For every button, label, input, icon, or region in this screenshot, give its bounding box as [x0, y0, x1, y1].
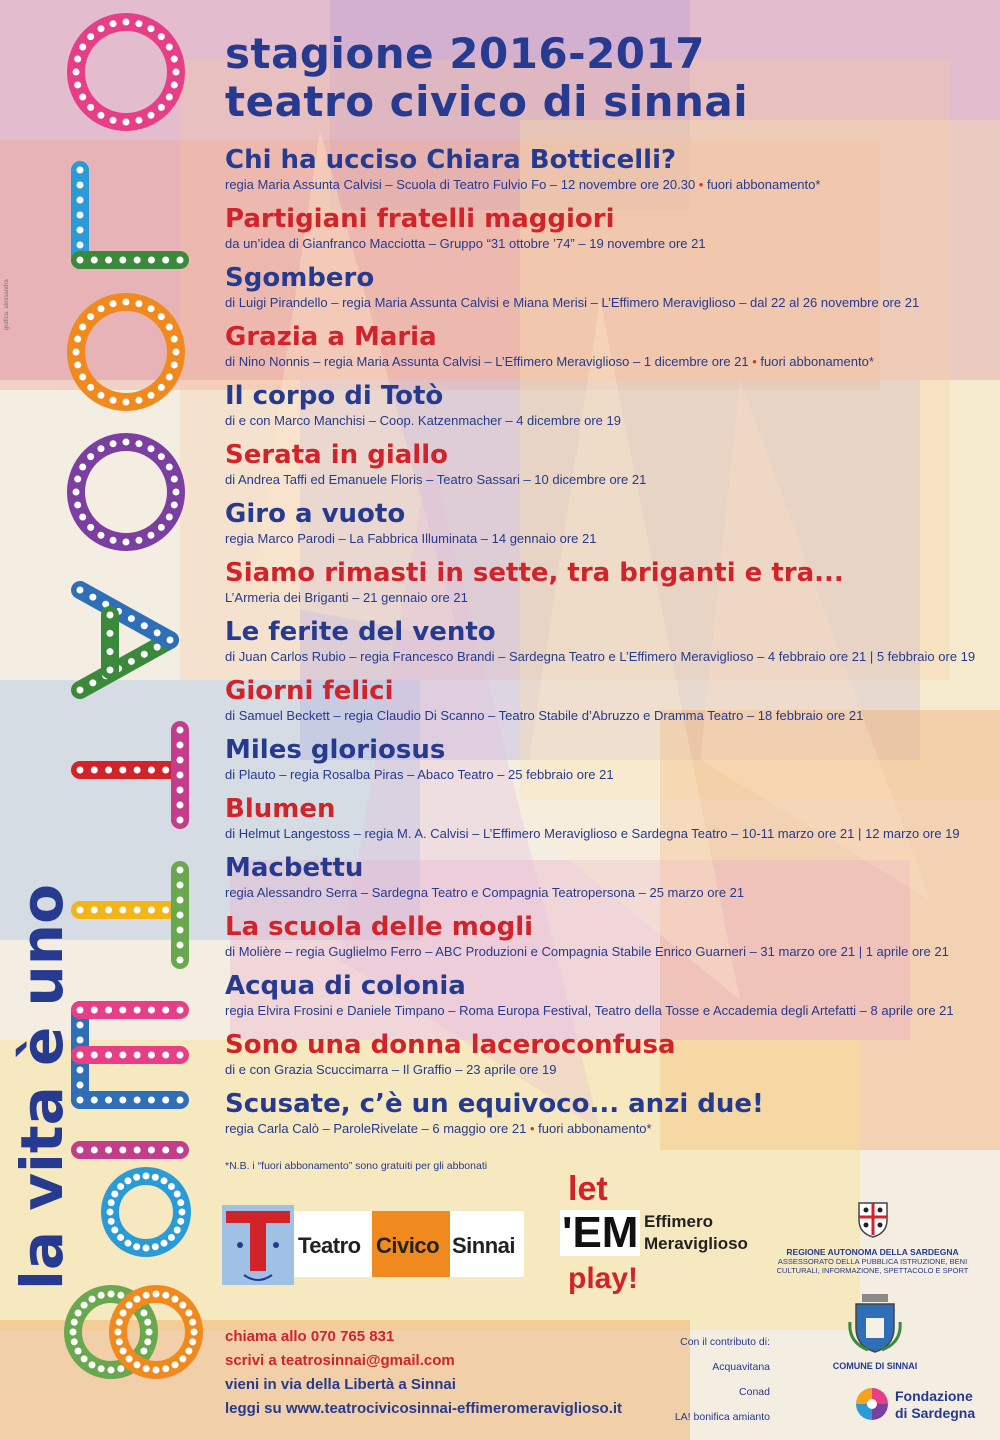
regione-sardegna: [770, 1200, 975, 1275]
event-details: [225, 766, 985, 783]
vertical-letter: [73, 19, 180, 126]
event-item: [225, 793, 985, 852]
event-details-text: L’Armeria dei Briganti – 21 gennaio ore 21: [225, 590, 468, 605]
event-details-text: regia Alessandro Serra – Sardegna Teatro e Compagnia Teatropersona – 25 marzo ore 21: [225, 885, 745, 900]
fondazione-title: [895, 1388, 975, 1422]
effimero-meraviglioso-logo: [560, 1170, 750, 1305]
logo-word-teatro: Teatro: [298, 1233, 361, 1258]
event-title: Scusate, c’è un equivoco... anzi due!: [225, 1089, 764, 1119]
theatre-title: teatro civico di sinnai: [225, 77, 749, 126]
event-item: [225, 262, 985, 321]
sponsor-item: Acquavitana: [712, 1361, 770, 1373]
contact-phone: chiama allo 070 765 831: [225, 1328, 395, 1345]
vertical-letter: [73, 439, 180, 546]
event-details: [225, 294, 985, 311]
event-details-text: di Andrea Taffi ed Emanuele Floris – Teatro Sassari – 10 dicembre ore 21: [225, 472, 647, 487]
event-details-text: di Helmut Langestoss – regia M. A. Calvisi – L’Effimero Meraviglioso e Sardegna Teatro – 10-11 marzo ore 21 | 12 marzo ore 19: [225, 826, 960, 841]
event-details: [225, 530, 985, 547]
event-details: [225, 471, 985, 488]
contacts: [225, 1325, 622, 1421]
comune-crest-icon: [848, 1292, 902, 1354]
event-details-text: di e con Marco Manchisi – Coop. Katzenmacher – 4 dicembre ore 19: [225, 413, 621, 428]
logo-let: let: [568, 1170, 608, 1208]
fondazione-di-sardegna: [855, 1385, 995, 1435]
regione-title: REGIONE AUTONOMA DELLA SARDEGNA: [786, 1247, 959, 1257]
event-item: [225, 734, 985, 793]
contact-website: leggi su www.teatrocivicosinnai-effimeromeraviglioso.it: [225, 1400, 623, 1417]
vertical-letter: [77, 1147, 186, 1252]
event-details-text: regia Marco Parodi – La Fabbrica Illuminata – 14 gennaio ore 21: [225, 531, 597, 546]
event-title: Sono una donna laceroconfusa: [225, 1030, 676, 1060]
sponsors-heading: Con il contributo di:: [680, 1336, 770, 1348]
vertical-letter: [77, 587, 174, 694]
event-title: Le ferite del vento: [225, 617, 496, 647]
design-credit: grafica: alessandra: [4, 279, 10, 330]
comune-title: COMUNE DI SINNAI: [832, 1361, 918, 1371]
event-details-text: da un’idea di Gianfranco Macciotta – Gruppo “31 ottobre ’74” – 19 novembre ore 21: [225, 236, 706, 251]
bullet-icon: •: [748, 354, 761, 369]
event-title: Acqua di colonia: [225, 971, 466, 1001]
logo-word-sinnai: Sinnai: [452, 1233, 516, 1258]
fondazione-logo-icon: [855, 1387, 889, 1421]
event-extra: fuori abbonamento*: [706, 177, 821, 192]
event-extra: fuori abbonamento*: [760, 354, 874, 369]
event-title: Giro a vuoto: [225, 499, 406, 529]
event-title: Il corpo di Totò: [225, 381, 444, 411]
event-details: [225, 589, 985, 606]
bullet-icon: •: [526, 1121, 539, 1136]
event-details-text: di Luigi Pirandello – regia Maria Assunta Calvisi e Miana Merisi – L’Effimero Meraviglioso – dal 22 al 26 novembre ore 21: [225, 295, 920, 310]
event-item: [225, 970, 985, 1029]
event-details-text: di Nino Nonnis – regia Maria Assunta Calvisi – L’Effimero Meraviglioso – 1 dicembre ore 21: [225, 354, 749, 369]
regione-subtitle: ASSESSORATO DELLA PUBBLICA ISTRUZIONE, BENI CULTURALI, INFORMAZIONE, SPETTACOLO E SPORT: [776, 1257, 969, 1275]
event-details: [225, 1002, 985, 1019]
sponsor-item: Conad: [739, 1386, 770, 1398]
event-details: [225, 825, 985, 842]
event-item: [225, 911, 985, 970]
event-item: [225, 439, 985, 498]
logo-play: play!: [568, 1262, 639, 1295]
logo-effimero: Effimero: [644, 1212, 713, 1231]
event-title: Serata in giallo: [225, 440, 448, 470]
logo-em: 'EM: [562, 1208, 639, 1257]
event-details: [225, 412, 985, 429]
vertical-letter: [77, 727, 184, 824]
event-details-text: di e con Grazia Scuccimarra – Il Graffio – 23 aprile ore 19: [225, 1062, 557, 1077]
vertical-letter: [73, 299, 180, 406]
sponsor-item: LA! bonifica amianto: [674, 1411, 770, 1423]
page-header: [225, 30, 748, 126]
logo-meraviglioso: Meraviglioso: [644, 1234, 748, 1253]
event-item: [225, 616, 985, 675]
event-details-text: di Plauto – regia Rosalba Piras – Abaco Teatro – 25 febbraio ore 21: [225, 767, 614, 782]
event-title: La scuola delle mogli: [225, 912, 534, 942]
event-title: Miles gloriosus: [225, 735, 446, 765]
event-details: [225, 1120, 985, 1137]
event-details-text: di Samuel Beckett – regia Claudio Di Scanno – Teatro Stabile d’Abruzzo e Dramma Teatro – 18 febbraio ore 21: [225, 708, 864, 723]
event-details: [225, 648, 985, 665]
season-title: stagione 2016-2017: [225, 29, 705, 78]
event-details: [225, 1061, 985, 1078]
event-title: Grazia a Maria: [225, 322, 437, 352]
event-details: [225, 943, 985, 960]
fondazione-line1: Fondazione: [895, 1388, 973, 1404]
event-details: [225, 235, 985, 252]
event-title: Sgombero: [225, 263, 375, 293]
subscription-note: *N.B. i “fuori abbonamento” sono gratuiti per gli abbonati: [225, 1160, 488, 1172]
event-details-text: di Molière – regia Guglielmo Ferro – ABC Produzioni e Compagnia Stabile Enrico Guarneri – 31 marzo ore 21 | 1 aprile ore 21: [225, 944, 949, 959]
event-item: [225, 1029, 985, 1088]
event-title: Blumen: [225, 794, 336, 824]
event-extra: fuori abbonamento*: [538, 1121, 652, 1136]
event-item: [225, 380, 985, 439]
event-title: Chi ha ucciso Chiara Botticelli?: [225, 145, 677, 175]
vertical-letter: [77, 167, 184, 264]
event-title: Giorni felici: [225, 676, 394, 706]
event-title: Siamo rimasti in sette, tra briganti e tra...: [225, 558, 844, 588]
event-item: [225, 852, 985, 911]
comune-di-sinnai: [820, 1292, 930, 1371]
vertical-letter: [77, 867, 184, 964]
event-list: [225, 144, 985, 1147]
event-item: [225, 203, 985, 262]
event-details: [225, 884, 985, 901]
event-details-text: regia Carla Calò – ParoleRivelate – 6 maggio ore 21: [225, 1121, 527, 1136]
contact-email: scrivi a teatrosinnai@gmail.com: [225, 1352, 455, 1369]
logo-word-civico: Civico: [376, 1233, 440, 1258]
event-item: [225, 498, 985, 557]
event-item: [225, 1088, 985, 1147]
event-details-text: regia Elvira Frosini e Daniele Timpano – Roma Europa Festival, Teatro della Tosse e Accademia degli Artefatti – 8 aprile ore 21: [225, 1003, 954, 1018]
event-details-text: di Juan Carlos Rubio – regia Francesco Brandi – Sardegna Teatro e L’Effimero Meraviglioso – 4 febbraio ore 21 | 5 febbraio ore 19: [225, 649, 976, 664]
event-item: [225, 557, 985, 616]
event-item: [225, 144, 985, 203]
event-title: Partigiani fratelli maggiori: [225, 204, 615, 234]
sponsors: [600, 1330, 770, 1430]
bullet-icon: •: [695, 177, 707, 192]
regione-crest-icon: [856, 1200, 890, 1238]
teatro-civico-sinnai-logo: [222, 1205, 524, 1285]
event-item: [225, 675, 985, 734]
event-item: [225, 321, 985, 380]
tagline: la vita è uno: [8, 884, 76, 1290]
event-details: [225, 353, 985, 370]
vertical-letter: [77, 1007, 184, 1104]
event-details: [225, 176, 985, 193]
event-title: Macbettu: [225, 853, 364, 883]
vertical-letter: [70, 1291, 198, 1374]
event-details-text: regia Maria Assunta Calvisi – Scuola di Teatro Fulvio Fo – 12 novembre ore 20.30: [225, 177, 696, 192]
contact-address: vieni in via della Libertà a Sinnai: [225, 1376, 456, 1393]
fondazione-line2: di Sardegna: [895, 1405, 976, 1421]
event-details: [225, 707, 985, 724]
